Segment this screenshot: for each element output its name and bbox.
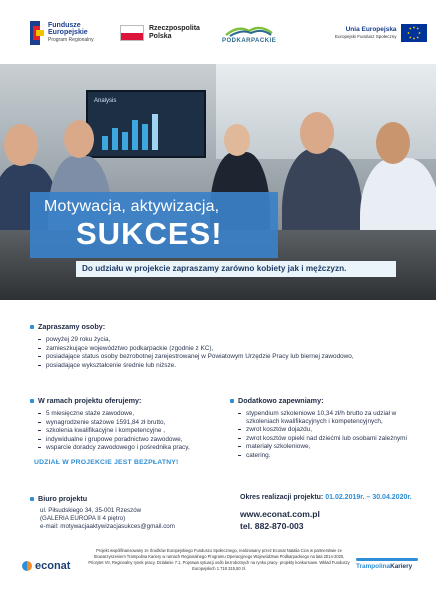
bullet-square-icon [30, 497, 34, 501]
econat-logo [22, 560, 70, 572]
list-item: posiadające status osoby bezrobotnej zarejestrowanej w Powiatowym Urzędzie Pracy lub biernej zawodowo, [36, 353, 400, 361]
list-item: posiadające wykształcenie średnie lub niższe. [36, 362, 400, 370]
list-item: indywidualne i grupowe poradnictwo zawodowe, [36, 436, 220, 444]
hero-photo [0, 64, 436, 300]
ue-line1: Unia Europejska [345, 26, 397, 33]
subheadline-bar [76, 261, 396, 277]
extra-section [230, 396, 410, 461]
trampolina-bar-icon [356, 558, 418, 561]
list-item: 5 miesięczne staże zawodowe, [36, 410, 220, 418]
headline-line2: SUKCES! [76, 216, 223, 251]
project-period [240, 494, 420, 501]
tramp-part2: Kariery [390, 563, 413, 570]
bullet-square-icon [230, 399, 234, 403]
rp-line1: Rzeczpospolita [149, 25, 200, 32]
fe-line1: Fundusze [48, 21, 81, 29]
office-email[interactable]: e-mail: motywacjaaktywizacjasukces@gmail.com [40, 523, 175, 530]
podkarpackie-mountains-icon [224, 23, 274, 37]
offer-heading: W ramach projektu oferujemy: [38, 396, 142, 405]
trampolina-kariery-logo [356, 558, 418, 570]
invite-section [30, 322, 410, 370]
list-item: zamieszkujące województwo podkarpackie (zgodnie z KC), [36, 345, 400, 353]
list-item: catering. [236, 452, 410, 460]
phone-number[interactable]: tel. 882-870-003 [240, 521, 304, 531]
list-item: stypendium szkoleniowe 10,34 zł/h brutto za udział w szkoleniach kwalifikacyjnych i kompetencyjnych, [236, 410, 410, 425]
logo-strip [0, 0, 436, 64]
list-item: materiały szkoleniowe, [236, 443, 410, 451]
fundusze-europejskie-logo [30, 16, 94, 50]
eu-flag-icon [401, 24, 427, 42]
period-label: Okres realizacji projektu: [240, 494, 324, 501]
offer-section [30, 396, 220, 466]
subheadline: Do udziału w projekcie zapraszamy zarówno kobiety jak i mężczyzn. [82, 264, 347, 273]
office-heading: Biuro projektu [38, 494, 88, 503]
fe-emblem-icon [30, 21, 44, 45]
website-link[interactable]: www.econat.com.pl [240, 509, 320, 519]
rzeczpospolita-logo [120, 16, 200, 50]
pk-text: PODKARPACKIE [222, 37, 277, 44]
extra-heading: Dodatkowo zapewniamy: [238, 396, 324, 405]
fe-line2: Europejskie [48, 29, 88, 37]
list-item: zwrot kosztów opieki nad dziećmi lub osobami zależnymi [236, 435, 410, 443]
podkarpackie-logo [222, 16, 276, 50]
ue-line2: Europejski Fundusz Społeczny [335, 34, 397, 39]
office-address: ul. Piłsudskiego 34, 35-001 Rzeszów [40, 507, 142, 514]
office-location: (GALERIA EUROPA II 4 piętro) [40, 515, 126, 522]
contact-section [240, 494, 420, 531]
econat-mark-icon [22, 561, 32, 571]
list-item: wynagrodzenie stażowe 1591,84 zł brutto, [36, 419, 220, 427]
office-section [30, 494, 230, 531]
unia-europejska-logo [335, 16, 427, 50]
screen-title: Analysis [94, 98, 117, 104]
invite-heading: Zapraszamy osoby: [38, 322, 106, 331]
bullet-square-icon [30, 325, 34, 329]
funding-note: Projekt współfinansowany ze Środków Europejskiego Funduszu Społecznego, realizowany przez Econat Natalia Cios w partnerstwie ze Stowarzyszeniem Trampolina Kariery w ramach Regionalnego Programu Operacyjnego Województwa Podkarpackiego na lata 2014-2020, Priorytet VII, Regionalny rynek pracy, Działanie 7.1, Poprawa sytuacji osób bezrobotnych na rynku pracy- projekty konkursowe. Wkład Funduszy Europejskich 1 718 315,50 zł. [88, 548, 350, 571]
headline-line1: Motywacja, aktywizacja, [44, 198, 220, 215]
list-item: wsparcie doradcy zawodowego i pośrednika pracy, [36, 444, 220, 452]
fe-line3: Program Regionalny [48, 36, 94, 43]
free-participation-note: UDZIAŁ W PROJEKCIE JEST BEZPŁATNY! [34, 458, 179, 466]
list-item: powyżej 29 roku życia, [36, 336, 400, 344]
headline-banner [30, 192, 278, 258]
polish-flag-icon [120, 25, 144, 41]
analysis-screen [86, 90, 206, 158]
rp-line2: Polska [149, 33, 172, 40]
list-item: zwrot kosztów dojazdu, [236, 426, 410, 434]
tramp-part1: Trampolina [356, 563, 391, 570]
list-item: szkolenia kwalifikacyjne i kompetencyjne , [36, 427, 220, 435]
footer [0, 540, 436, 600]
bullet-square-icon [30, 399, 34, 403]
econat-label: econat [35, 560, 71, 572]
period-value: 01.02.2019r. – 30.04.2020r. [325, 494, 412, 501]
